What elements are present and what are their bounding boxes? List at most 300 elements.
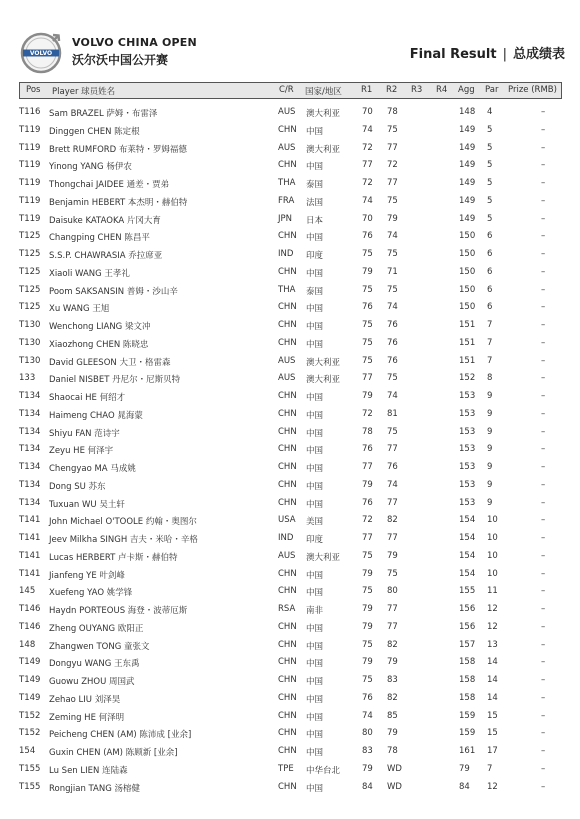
cell-pos: T141	[19, 533, 41, 543]
page-title	[410, 43, 565, 62]
cell-prize: –	[541, 302, 546, 313]
cell-r1: 75	[362, 355, 373, 366]
cell-prize: –	[541, 692, 546, 703]
cell-player: Daisuke KATAOKA 片冈大育	[49, 215, 161, 226]
cell-player: Lucas HERBERT 卢卡斯・赫伯特	[49, 552, 178, 563]
cell-par: 5	[487, 160, 493, 171]
cell-par: 6	[487, 266, 493, 277]
cell-par: 13	[487, 639, 498, 650]
cell-agg: 150	[459, 249, 476, 259]
col-country: 国家/地区	[305, 87, 342, 97]
cell-cr: CHN	[278, 692, 297, 703]
cell-r1: 77	[362, 533, 373, 543]
cell-pos: 154	[19, 746, 36, 756]
cell-pos: T152	[19, 710, 41, 721]
cell-cr: CHN	[278, 728, 297, 739]
cell-agg: 159	[459, 710, 476, 721]
cell-agg: 153	[459, 462, 476, 472]
cell-pos: T149	[19, 675, 41, 685]
cell-player: Jianfeng YE 叶剑峰	[49, 570, 125, 581]
cell-par: 15	[487, 728, 498, 739]
cell-r2: 74	[387, 231, 398, 242]
cell-agg: 153	[459, 391, 476, 401]
table-row	[19, 461, 562, 479]
table-row	[19, 355, 562, 373]
cell-par: 5	[487, 142, 493, 153]
cell-pos: T125	[19, 266, 41, 277]
cell-pos: T119	[19, 160, 41, 171]
cell-agg: 150	[459, 231, 476, 242]
cell-pos: T125	[19, 249, 41, 259]
cell-pos: T149	[19, 657, 41, 668]
cell-par: 5	[487, 213, 493, 224]
table-row	[19, 727, 562, 745]
cell-par: 14	[487, 657, 498, 668]
cell-player: David GLEESON 大卫・格雷森	[49, 357, 171, 368]
cell-agg: 151	[459, 320, 476, 330]
cell-player: Daniel NISBET 丹尼尔・尼斯贝特	[49, 375, 181, 386]
cell-par: 6	[487, 249, 493, 259]
col-r3: R3	[411, 85, 423, 95]
table-row	[19, 621, 562, 639]
cell-prize: –	[541, 195, 546, 206]
cell-r1: 79	[362, 568, 373, 579]
cell-cr: CHN	[278, 426, 297, 437]
cell-cr: CHN	[278, 781, 297, 792]
cell-country: 中国	[306, 641, 324, 652]
cell-pos: T146	[19, 604, 41, 614]
cell-agg: 153	[459, 426, 476, 437]
cell-r2: 77	[387, 142, 398, 153]
cell-country: 中国	[306, 233, 324, 244]
cell-r2: 75	[387, 568, 398, 579]
cell-r1: 72	[362, 142, 373, 153]
table-row	[19, 568, 562, 586]
cell-cr: CHN	[278, 568, 297, 579]
cell-cr: CHN	[278, 586, 297, 597]
cell-r2: 76	[387, 462, 398, 472]
cell-pos: T125	[19, 302, 41, 313]
cell-agg: 148	[459, 107, 476, 117]
cell-par: 9	[487, 408, 493, 419]
cell-cr: IND	[278, 249, 294, 259]
title-separator: |	[502, 47, 507, 62]
cell-r1: 74	[362, 710, 373, 721]
cell-cr: AUS	[278, 550, 296, 561]
cell-par: 6	[487, 284, 493, 295]
cell-country: 法国	[306, 197, 324, 208]
cell-player: Tuxuan WU 吴土轩	[49, 499, 125, 510]
cell-player: Xiaoli WANG 王孝礼	[49, 268, 130, 279]
cell-pos: T119	[19, 213, 41, 224]
cell-pos: T130	[19, 320, 41, 330]
cell-agg: 153	[459, 444, 476, 455]
cell-r1: 74	[362, 124, 373, 135]
cell-country: 中国	[306, 268, 324, 279]
cell-r1: 77	[362, 160, 373, 171]
cell-country: 日本	[306, 215, 324, 226]
cell-agg: 154	[459, 568, 476, 579]
cell-prize: –	[541, 781, 546, 792]
cell-pos: 133	[19, 373, 36, 384]
table-row	[19, 230, 562, 248]
cell-r1: 74	[362, 195, 373, 206]
col-pos: Pos	[26, 85, 41, 95]
cell-r2: 81	[387, 408, 398, 419]
cell-country: 中国	[306, 570, 324, 581]
cell-r1: 76	[362, 302, 373, 313]
cell-country: 澳大利亚	[306, 552, 341, 563]
cell-player: Dong SU 苏东	[49, 481, 106, 492]
cell-country: 中国	[306, 588, 324, 599]
cell-par: 14	[487, 692, 498, 703]
cell-cr: AUS	[278, 107, 296, 117]
cell-country: 中国	[306, 730, 324, 741]
table-row	[19, 372, 562, 390]
cell-r2: 77	[387, 604, 398, 614]
cell-par: 7	[487, 320, 493, 330]
cell-pos: T130	[19, 355, 41, 366]
table-row	[19, 443, 562, 461]
table-row	[19, 497, 562, 515]
col-agg: Agg	[458, 85, 475, 95]
cell-prize: –	[541, 604, 546, 614]
cell-cr: CHN	[278, 160, 297, 171]
cell-par: 9	[487, 497, 493, 508]
cell-r1: 79	[362, 621, 373, 632]
cell-r2: 77	[387, 497, 398, 508]
cell-par: 14	[487, 675, 498, 685]
cell-country: 泰国	[306, 286, 324, 297]
cell-cr: THA	[278, 284, 296, 295]
cell-par: 17	[487, 746, 498, 756]
cell-r2: 74	[387, 391, 398, 401]
cell-prize: –	[541, 444, 546, 455]
cell-agg: 154	[459, 515, 476, 526]
volvo-logo-icon	[20, 32, 62, 74]
table-row	[19, 710, 562, 728]
cell-r1: 75	[362, 249, 373, 259]
cell-prize: –	[541, 408, 546, 419]
cell-player: Haimeng CHAO 晁海蒙	[49, 410, 143, 421]
cell-country: 中国	[306, 464, 324, 474]
cell-player: Xu WANG 王旭	[49, 304, 110, 315]
cell-agg: 157	[459, 639, 476, 650]
cell-cr: THA	[278, 178, 296, 188]
cell-prize: –	[541, 479, 546, 490]
cell-r1: 78	[362, 426, 373, 437]
cell-player: Zeyu HE 何泽宇	[49, 446, 114, 457]
cell-r1: 75	[362, 550, 373, 561]
cell-agg: 149	[459, 142, 476, 153]
cell-r2: 75	[387, 249, 398, 259]
cell-pos: T125	[19, 231, 41, 242]
cell-r1: 76	[362, 497, 373, 508]
cell-pos: T146	[19, 621, 41, 632]
cell-prize: –	[541, 675, 546, 685]
cell-r1: 80	[362, 728, 373, 739]
results-table	[19, 106, 562, 798]
cell-r1: 79	[362, 391, 373, 401]
cell-r1: 72	[362, 515, 373, 526]
cell-country: 中国	[306, 623, 324, 634]
cell-country: 印度	[306, 251, 324, 261]
cell-prize: –	[541, 586, 546, 597]
cell-country: 中国	[306, 481, 324, 492]
cell-agg: 155	[459, 586, 476, 597]
column-header-row	[19, 82, 562, 99]
cell-cr: CHN	[278, 497, 297, 508]
cell-agg: 154	[459, 533, 476, 543]
table-row	[19, 426, 562, 444]
cell-r1: 83	[362, 746, 373, 756]
cell-r2: 79	[387, 550, 398, 561]
cell-prize: –	[541, 497, 546, 508]
cell-r2: 78	[387, 746, 398, 756]
cell-pos: T125	[19, 284, 41, 295]
cell-agg: 150	[459, 266, 476, 277]
cell-prize: –	[541, 160, 546, 171]
cell-cr: CHN	[278, 391, 297, 401]
table-row	[19, 763, 562, 781]
cell-prize: –	[541, 515, 546, 526]
cell-pos: 145	[19, 586, 36, 597]
cell-agg: 161	[459, 746, 476, 756]
cell-r1: 84	[362, 781, 373, 792]
table-row	[19, 390, 562, 408]
table-row	[19, 532, 562, 550]
event-name-en: VOLVO CHINA OPEN	[72, 36, 197, 49]
cell-player: Dongyu WANG 王东禹	[49, 659, 140, 670]
cell-cr: USA	[278, 515, 296, 526]
cell-prize: –	[541, 320, 546, 330]
cell-r2: 77	[387, 533, 398, 543]
cell-country: 中国	[306, 694, 324, 705]
cell-player: Wenchong LIANG 梁文冲	[49, 322, 151, 332]
cell-cr: CHN	[278, 124, 297, 135]
cell-player: Thongchai JAIDEE 通差・贾弟	[49, 180, 170, 190]
cell-prize: –	[541, 231, 546, 242]
cell-par: 7	[487, 355, 493, 366]
cell-r2: 82	[387, 639, 398, 650]
cell-pos: T152	[19, 728, 41, 739]
cell-r2: WD	[387, 763, 402, 774]
table-row	[19, 177, 562, 195]
cell-prize: –	[541, 639, 546, 650]
cell-player: Changping CHEN 陈昌平	[49, 233, 150, 244]
cell-par: 12	[487, 781, 498, 792]
cell-country: 南非	[306, 606, 324, 616]
table-row	[19, 408, 562, 426]
cell-country: 澳大利亚	[306, 375, 341, 386]
cell-player: Zhangwen TONG 童张文	[49, 641, 150, 652]
cell-player: Jeev Milkha SINGH 吉夫・米哈・辛格	[49, 535, 198, 545]
cell-player: Rongjian TANG 汤榕健	[49, 783, 141, 794]
cell-prize: –	[541, 107, 546, 117]
table-row	[19, 639, 562, 657]
cell-r2: 79	[387, 657, 398, 668]
cell-r2: 72	[387, 160, 398, 171]
cell-r1: 79	[362, 479, 373, 490]
cell-prize: –	[541, 124, 546, 135]
cell-r1: 75	[362, 284, 373, 295]
cell-agg: 151	[459, 355, 476, 366]
cell-r2: 77	[387, 178, 398, 188]
cell-country: 中国	[306, 783, 324, 794]
cell-r2: 75	[387, 124, 398, 135]
cell-cr: CHN	[278, 675, 297, 685]
cell-prize: –	[541, 533, 546, 543]
cell-cr: CHN	[278, 444, 297, 455]
cell-player: Shiyu FAN 范诗宇	[49, 428, 120, 439]
cell-agg: 153	[459, 479, 476, 490]
cell-par: 7	[487, 763, 493, 774]
cell-player: Xiaozhong CHEN 陈晓忠	[49, 339, 149, 350]
cell-par: 5	[487, 178, 493, 188]
cell-cr: CHN	[278, 337, 297, 348]
cell-country: 澳大利亚	[306, 144, 341, 155]
table-row	[19, 124, 562, 142]
cell-r1: 70	[362, 213, 373, 224]
cell-r1: 79	[362, 604, 373, 614]
cell-prize: –	[541, 213, 546, 224]
cell-prize: –	[541, 763, 546, 774]
table-row	[19, 656, 562, 674]
cell-agg: 149	[459, 160, 476, 171]
table-row	[19, 745, 562, 763]
cell-prize: –	[541, 266, 546, 277]
title-en: Final Result	[409, 47, 497, 62]
cell-player: Yinong YANG 杨伊农	[49, 162, 132, 173]
cell-cr: CHN	[278, 639, 297, 650]
cell-player: Xuefeng YAO 姚学锋	[49, 588, 133, 599]
cell-agg: 149	[459, 124, 476, 135]
cell-cr: RSA	[278, 604, 296, 614]
cell-par: 12	[487, 604, 498, 614]
cell-agg: 149	[459, 195, 476, 206]
cell-pos: T134	[19, 391, 41, 401]
cell-r2: 83	[387, 675, 398, 685]
cell-cr: FRA	[278, 195, 295, 206]
cell-player: Zehao LIU 刘泽昊	[49, 694, 121, 705]
cell-prize: –	[541, 373, 546, 384]
cell-country: 美国	[306, 517, 324, 528]
cell-par: 8	[487, 373, 493, 384]
cell-country: 中国	[306, 304, 324, 315]
table-row	[19, 319, 562, 337]
cell-agg: 149	[459, 178, 476, 188]
table-row	[19, 550, 562, 568]
cell-agg: 150	[459, 284, 476, 295]
cell-agg: 151	[459, 337, 476, 348]
cell-agg: 150	[459, 302, 476, 313]
cell-r2: 77	[387, 444, 398, 455]
cell-agg: 149	[459, 213, 476, 224]
table-row	[19, 603, 562, 621]
cell-pos: T141	[19, 515, 41, 526]
cell-country: 中国	[306, 393, 324, 403]
cell-player: Benjamin HEBERT 本杰明・赫伯特	[49, 197, 188, 208]
cell-r2: 78	[387, 107, 398, 117]
cell-player: S.S.P. CHAWRASIA 乔拉席亚	[49, 251, 163, 261]
col-r2: R2	[386, 85, 398, 95]
cell-country: 中国	[306, 677, 324, 687]
cell-country: 中国	[306, 339, 324, 350]
cell-par: 11	[487, 586, 498, 597]
cell-r2: 75	[387, 195, 398, 206]
cell-par: 6	[487, 302, 493, 313]
cell-player: Chengyao MA 马成姚	[49, 464, 136, 474]
cell-agg: 158	[459, 657, 476, 668]
cell-prize: –	[541, 391, 546, 401]
cell-country: 中国	[306, 322, 324, 332]
cell-prize: –	[541, 550, 546, 561]
cell-pos: T130	[19, 337, 41, 348]
cell-player: John Michael O'TOOLE 约翰・奥图尔	[49, 517, 197, 528]
table-row	[19, 674, 562, 692]
cell-pos: T134	[19, 497, 41, 508]
cell-prize: –	[541, 728, 546, 739]
cell-agg: 79	[459, 763, 470, 774]
cell-prize: –	[541, 249, 546, 259]
cell-r2: 71	[387, 266, 398, 277]
cell-pos: T141	[19, 550, 41, 561]
cell-r1: 76	[362, 231, 373, 242]
cell-pos: T134	[19, 462, 41, 472]
cell-par: 7	[487, 337, 493, 348]
cell-r1: 75	[362, 320, 373, 330]
cell-country: 中国	[306, 748, 324, 758]
table-row	[19, 142, 562, 160]
cell-prize: –	[541, 178, 546, 188]
cell-r2: WD	[387, 781, 402, 792]
cell-par: 6	[487, 231, 493, 242]
cell-player: Lu Sen LIEN 连陆森	[49, 765, 128, 776]
cell-country: 中国	[306, 410, 324, 421]
table-row	[19, 248, 562, 266]
cell-par: 9	[487, 391, 493, 401]
cell-par: 10	[487, 533, 498, 543]
cell-agg: 153	[459, 408, 476, 419]
cell-r1: 76	[362, 444, 373, 455]
cell-par: 10	[487, 550, 498, 561]
cell-prize: –	[541, 284, 546, 295]
cell-player: Sam BRAZEL 萨姆・布雷泽	[49, 109, 158, 119]
cell-country: 印度	[306, 535, 324, 545]
cell-player: Peicheng CHEN (AM) 陈沛成 [业余]	[49, 730, 192, 741]
cell-country: 中国	[306, 126, 324, 137]
table-row	[19, 213, 562, 231]
col-r1: R1	[361, 85, 373, 95]
cell-prize: –	[541, 657, 546, 668]
cell-r2: 79	[387, 213, 398, 224]
col-cr: C/R	[279, 85, 294, 95]
col-player: Player 球员姓名	[52, 87, 116, 97]
col-r4: R4	[436, 85, 448, 95]
cell-r2: 75	[387, 373, 398, 384]
cell-r2: 82	[387, 692, 398, 703]
cell-prize: –	[541, 142, 546, 153]
cell-country: 中国	[306, 712, 324, 723]
table-row	[19, 266, 562, 284]
cell-r1: 77	[362, 462, 373, 472]
cell-r2: 85	[387, 710, 398, 721]
cell-r2: 76	[387, 355, 398, 366]
cell-cr: IND	[278, 533, 294, 543]
table-row	[19, 585, 562, 603]
cell-cr: AUS	[278, 142, 296, 153]
cell-prize: –	[541, 337, 546, 348]
